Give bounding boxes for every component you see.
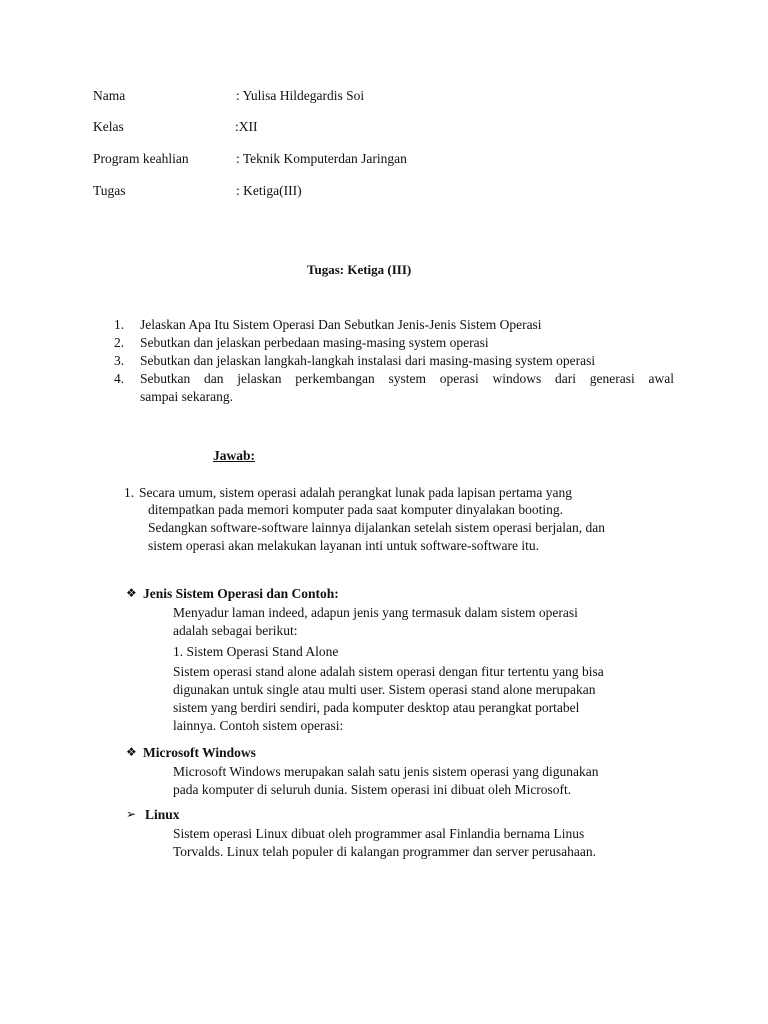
answer-number: 1.	[124, 485, 135, 500]
answer-heading: Jawab:	[213, 448, 256, 463]
diamond-bullet-icon: ❖	[126, 586, 137, 600]
section-line: pada komputer di seluruh dunia. Sistem operasi ini dibuat oleh Microsoft.	[173, 782, 572, 797]
section-line: sistem yang berdiri sendiri, pada komputer desktop atau perangkat portabel	[173, 700, 580, 715]
section-line: Microsoft Windows merupakan salah satu jenis sistem operasi yang digunakan	[173, 764, 599, 779]
question-text: Jelaskan Apa Itu Sistem Operasi Dan Sebutkan Jenis-Jenis Sistem Operasi	[140, 317, 542, 332]
section-line: Sistem operasi stand alone adalah sistem operasi dengan fitur tertentu yang bisa	[173, 664, 604, 679]
identity-label-nama: Nama	[93, 88, 126, 103]
section-line: Sistem operasi Linux dibuat oleh programmer asal Finlandia bernama Linus	[173, 826, 585, 841]
identity-value-nama: : Yulisa Hildegardis Soi	[236, 88, 365, 103]
question-number: 3.	[114, 353, 125, 368]
task-title: Tugas: Ketiga (III)	[307, 262, 412, 277]
question-number: 2.	[114, 335, 125, 350]
identity-label-kelas: Kelas	[93, 119, 124, 134]
question-number: 1.	[114, 317, 125, 332]
section-line: Menyadur laman indeed, adapun jenis yang termasuk dalam sistem operasi	[173, 605, 578, 620]
identity-value-program: : Teknik Komputerdan Jaringan	[236, 151, 407, 166]
identity-label-tugas: Tugas	[93, 183, 126, 198]
section-heading: Linux	[145, 807, 180, 822]
section-line: adalah sebagai berikut:	[173, 623, 298, 638]
answer-line: Sedangkan software-software lainnya dijalankan setelah sistem operasi berjalan, dan	[148, 520, 605, 535]
section-heading: Jenis Sistem Operasi dan Contoh:	[143, 586, 339, 601]
arrow-bullet-icon: ➢	[126, 807, 137, 821]
answer-line: sistem operasi akan melakukan layanan inti untuk software-software itu.	[148, 538, 540, 553]
diamond-bullet-icon: ❖	[126, 745, 137, 759]
identity-label-program: Program keahlian	[93, 151, 189, 166]
section-line: digunakan untuk single atau multi user. Sistem operasi stand alone merupakan	[173, 682, 596, 697]
answer-line: ditempatkan pada memori komputer pada saat komputer dinyalakan booting.	[148, 502, 564, 517]
section-line: Torvalds. Linux telah populer di kalangan programmer dan server perusahaan.	[173, 844, 597, 859]
question-text: Sebutkan dan jelaskan perbedaan masing-masing system operasi	[140, 335, 489, 350]
question-text: Sebutkan dan jelaskan perkembangan system operasi windows dari generasi awal	[140, 371, 674, 386]
question-text: Sebutkan dan jelaskan langkah-langkah instalasi dari masing-masing system operasi	[140, 353, 596, 368]
question-text-continued: sampai sekarang.	[140, 389, 233, 404]
identity-value-kelas: :XII	[235, 119, 258, 134]
section-heading: Microsoft Windows	[143, 745, 256, 760]
section-line: lainnya. Contoh sistem operasi:	[173, 718, 344, 733]
answer-line: Secara umum, sistem operasi adalah perangkat lunak pada lapisan pertama yang	[139, 485, 572, 500]
sub-heading: 1. Sistem Operasi Stand Alone	[173, 644, 339, 659]
question-number: 4.	[114, 371, 125, 386]
identity-value-tugas: : Ketiga(III)	[236, 183, 302, 198]
